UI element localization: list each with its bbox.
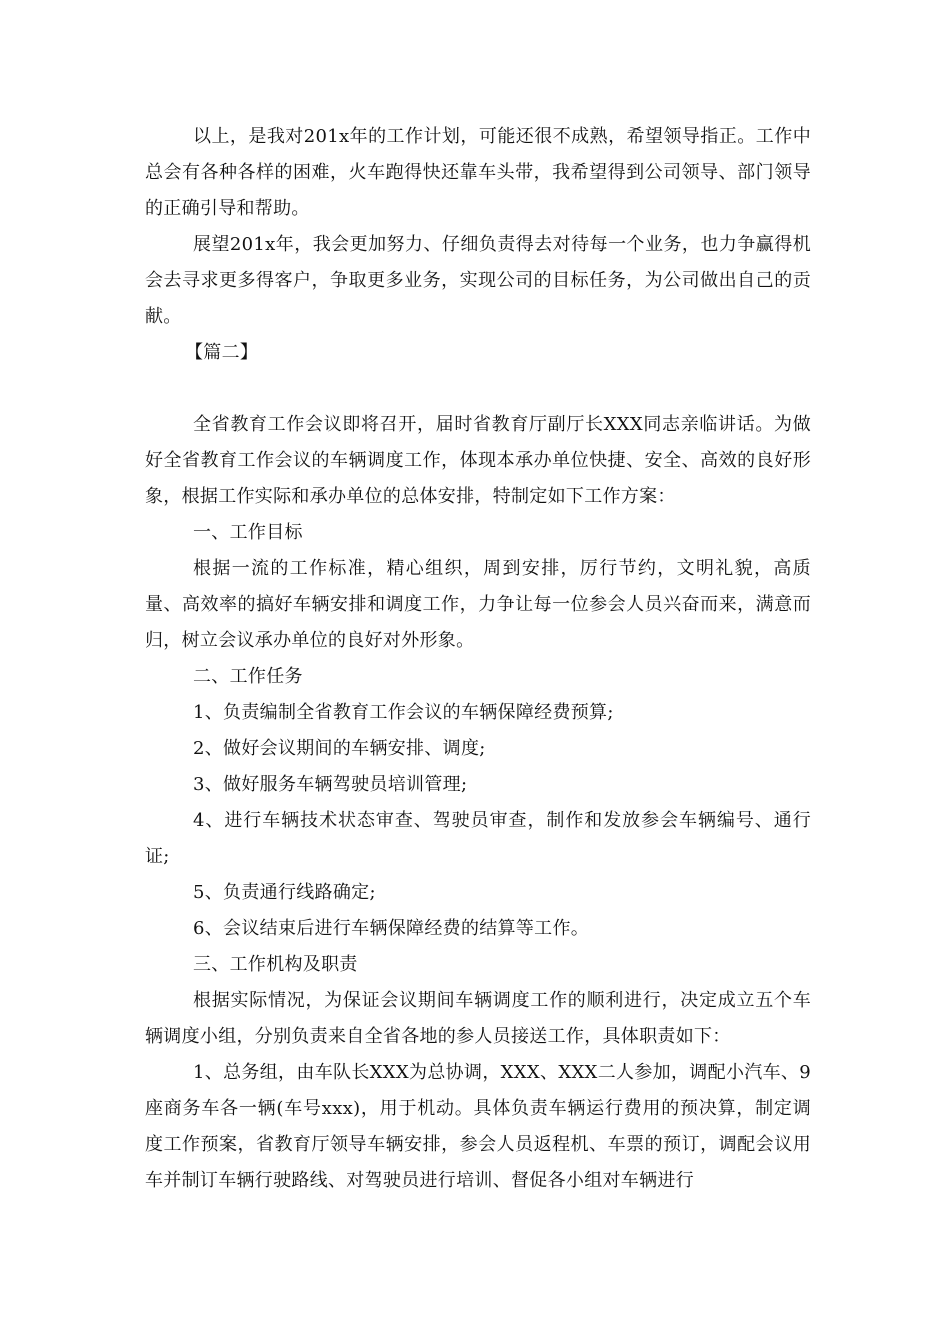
task-item: 1、负责编制全省教育工作会议的车辆保障经费预算;	[193, 702, 614, 723]
heading-organization: 三、工作机构及职责	[193, 954, 358, 975]
task-item: 6、会议结束后进行车辆保障经费的结算等工作。	[193, 918, 590, 939]
paragraph-outlook: 展望201x年，我会更加努力、仔细负责得去对待每一个业务，也力争赢得机会去寻求更多得客户，争取更多业务，实现公司的目标任务，为公司做出自己的贡献。	[145, 234, 811, 327]
paragraph-work-goal: 根据一流的工作标准，精心组织，周到安排，厉行节约，文明礼貌，高质量、高效率的搞好车辆安排和调度工作，力争让每一位参会人员兴奋而来，满意而归，树立会议承办单位的良好对外形象。	[145, 558, 811, 651]
document-body	[145, 119, 811, 1199]
section-tag: 【篇二】	[185, 342, 259, 363]
task-item: 5、负责通行线路确定;	[193, 882, 376, 903]
heading-work-goal: 一、工作目标	[193, 522, 303, 543]
paragraph-general-affairs-group: 1、总务组，由车队长XXX为总协调，XXX、XXX二人参加，调配小汽车、9座商务车各一辆(车号xxx)，用于机动。具体负责车辆运行费用的预决算，制定调度工作预案，省教育厅领导车辆安排，参会人员返程机、车票的预订，调配会议用车并制订车辆行驶路线、对驾驶员进行培训、督促各小组对车辆进行	[145, 1062, 811, 1191]
section-spacer	[145, 371, 811, 407]
paragraph-work-plan-summary: 以上，是我对201x年的工作计划，可能还很不成熟，希望领导指正。工作中总会有各种各样的困难，火车跑得快还靠车头带，我希望得到公司领导、部门领导的正确引导和帮助。	[145, 126, 811, 219]
heading-work-tasks: 二、工作任务	[193, 666, 303, 687]
task-item: 3、做好服务车辆驾驶员培训管理;	[193, 774, 468, 795]
paragraph-meeting-intro: 全省教育工作会议即将召开，届时省教育厅副厅长XXX同志亲临讲话。为做好全省教育工作会议的车辆调度工作，体现本承办单位快捷、安全、高效的良好形象，根据工作实际和承办单位的总体安排，特制定如下工作方案：	[145, 414, 811, 507]
paragraph-organization-intro: 根据实际情况，为保证会议期间车辆调度工作的顺利进行，决定成立五个车辆调度小组，分别负责来自全省各地的参人员接送工作，具体职责如下：	[145, 990, 811, 1047]
task-item: 2、做好会议期间的车辆安排、调度;	[193, 738, 486, 759]
task-item: 4、进行车辆技术状态审查、驾驶员审查，制作和发放参会车辆编号、通行证;	[145, 810, 811, 867]
